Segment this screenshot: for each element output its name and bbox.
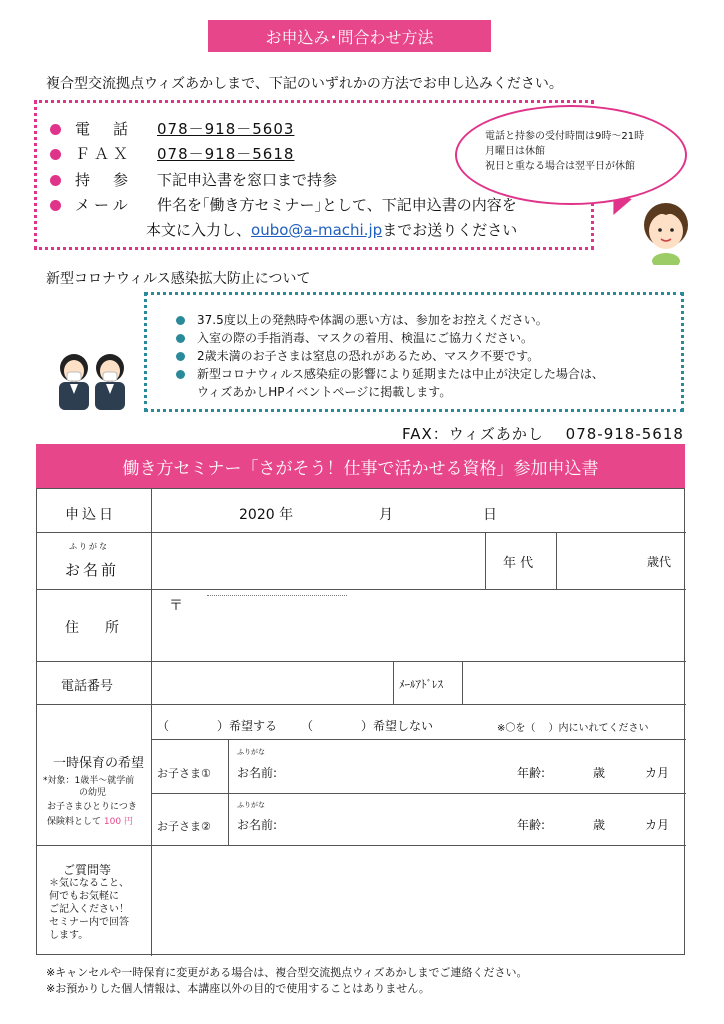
bullet-icon	[176, 334, 185, 343]
bring-label: 持 参	[75, 171, 133, 189]
covid-item-text: 入室の際の手指消毒、マスクの着用、検温にご協力ください。	[197, 331, 534, 345]
mail-address-link[interactable]: oubo@a-machi.jp	[251, 221, 383, 239]
intro-text: 複合型交流拠点ウィズあかしまで、下記のいずれかの方法でお申し込みください。	[46, 76, 563, 92]
mail-line2-post: までお送りください	[382, 221, 518, 239]
covid-item	[176, 311, 548, 328]
child2-age-label: 年齢:	[517, 818, 546, 832]
child1-name-field[interactable]: お名前:	[237, 766, 278, 780]
email-field[interactable]	[469, 665, 679, 699]
footer-note: ※キャンセルや一時保育に変更がある場合は、複合型交流拠点ウィズあかしまでご連絡ください。	[46, 966, 528, 979]
email-label: ﾒｰﾙｱﾄﾞﾚｽ	[399, 678, 443, 691]
question-field[interactable]	[157, 851, 679, 949]
covid-title: 新型コロナウィルス感染拡大防止について	[46, 271, 311, 287]
mail-line2-pre: 本文に入力し、	[146, 221, 252, 239]
bring-value: 下記申込書を窓口まで持参	[157, 171, 338, 189]
covid-item-cont: ウィズあかしHPイベントページに掲載します。	[197, 385, 452, 399]
date-month[interactable]: 月	[379, 507, 393, 523]
child2-month-unit[interactable]: カ月	[645, 818, 670, 832]
application-form	[36, 488, 685, 955]
bubble-line: 月曜日は休館	[485, 146, 545, 157]
date-label: 申込日	[65, 507, 116, 523]
care-note: お子さまひとりにつき	[47, 802, 137, 812]
bullet-icon	[50, 200, 61, 211]
fax-value[interactable]: 078－918－5618	[157, 145, 295, 163]
child1-month-unit[interactable]: カ月	[645, 766, 670, 780]
bullet-icon	[176, 316, 185, 325]
tel-label: 電 話	[75, 120, 133, 138]
furigana-label: ふりがな	[237, 801, 265, 809]
bullet-icon	[50, 175, 61, 186]
address-label: 住 所	[65, 620, 125, 636]
covid-item-text: 37.5度以上の発熱時や体調の悪い方は、参加をお控えください。	[197, 313, 548, 327]
date-day[interactable]: 日	[483, 507, 497, 523]
child2-name-field[interactable]: お名前:	[237, 818, 278, 832]
contact-bring	[50, 169, 337, 190]
bubble-line: 電話と持参の受付時間は9時～21時	[485, 131, 645, 142]
bullet-icon	[50, 149, 61, 160]
contact-mail-line2	[146, 219, 517, 240]
contact-mail	[50, 194, 517, 215]
child2-age-unit[interactable]: 歳	[593, 818, 606, 832]
staff-illustration	[56, 350, 128, 410]
covid-item-text: 新型コロナウィルス感染症の影響により延期または中止が決定した場合は、	[197, 367, 604, 381]
question-note: ＊気になること、 何でもお気軽に ご記入ください！ セミナー内で回答 します。	[49, 878, 129, 941]
fax-number-line: FAX：ウィズあかし 078-918-5618	[402, 425, 684, 443]
phone-field[interactable]	[157, 665, 387, 699]
covid-item	[176, 347, 539, 364]
care-label: 一時保育の希望	[53, 756, 145, 771]
furigana-label: ふりがな	[69, 542, 109, 551]
tel-value[interactable]: 078－918－5603	[157, 120, 295, 138]
contact-tel	[50, 118, 294, 139]
child1-label: お子さま①	[157, 767, 211, 780]
name-field[interactable]	[157, 537, 479, 583]
covid-item	[176, 329, 533, 346]
furigana-label: ふりがな	[237, 748, 265, 756]
bullet-icon	[176, 370, 185, 379]
postal-field[interactable]	[207, 591, 347, 596]
girl-illustration	[640, 195, 692, 265]
mail-label: メール	[75, 196, 132, 214]
footer-note: ※お預かりした個人情報は、本講座以外の目的で使用することはありません。	[46, 982, 430, 995]
postal-mark: 〒	[169, 598, 183, 614]
question-label: ご質問等	[63, 863, 112, 877]
age-label: 年 代	[503, 556, 534, 571]
covid-item-text: 2歳未満のお子さまは窒息の恐れがあるため、マスク不要です。	[197, 349, 540, 363]
date-year[interactable]: 2020 年	[239, 507, 294, 523]
age-field[interactable]: 歳代	[647, 555, 672, 569]
care-hint: ※〇を（ ）内にいれてください	[497, 723, 649, 734]
form-title: 働き方セミナー「さがそう！仕事で活かせる資格」参加申込書	[36, 444, 685, 488]
bullet-icon	[176, 352, 185, 361]
care-note: 保険料として 100 円	[47, 817, 133, 827]
child1-age-label: 年齢:	[517, 766, 546, 780]
fax-label: ＦＡＸ	[75, 145, 133, 163]
mail-line1: 件名を｢働き方セミナー｣として、下記申込書の内容を	[157, 196, 517, 214]
care-note: の幼児	[79, 788, 107, 798]
phone-label: 電話番号	[61, 679, 114, 694]
bubble-line: 祝日と重なる場合は翌平日が休館	[485, 161, 635, 172]
child1-age-unit[interactable]: 歳	[593, 766, 606, 780]
hours-bubble	[455, 105, 687, 205]
contact-fax	[50, 143, 294, 164]
care-fee: 100 円	[103, 817, 133, 827]
child2-label: お子さま②	[157, 820, 211, 833]
name-label: お名前	[65, 561, 120, 579]
bullet-icon	[50, 124, 61, 135]
care-note: *対象：1歳半～就学前	[43, 776, 135, 786]
care-option-yes[interactable]: （ ）希望する	[157, 719, 278, 733]
section-title: お申込み･問合わせ方法	[208, 20, 491, 52]
covid-item	[176, 365, 604, 382]
care-option-no[interactable]: （ ）希望しない	[301, 719, 434, 733]
